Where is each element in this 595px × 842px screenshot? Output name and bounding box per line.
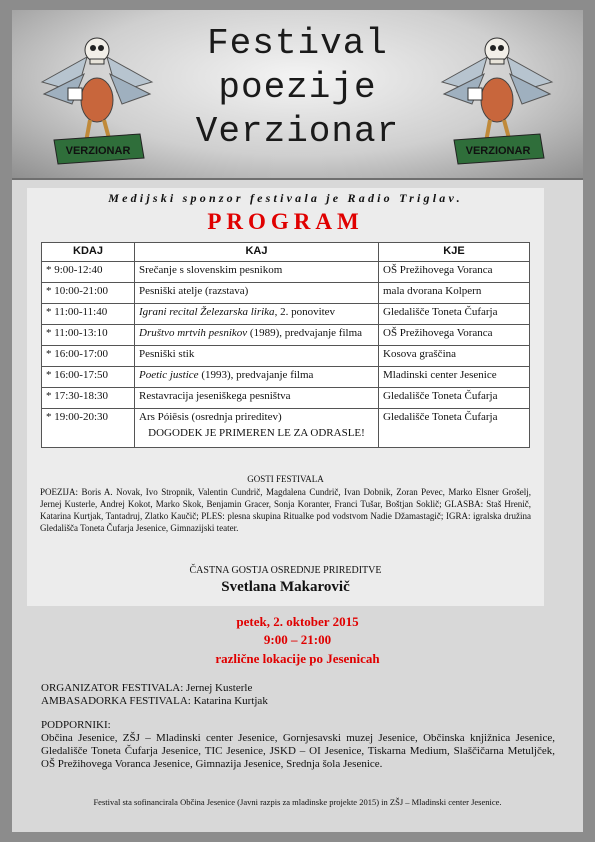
program-panel: [27, 188, 544, 606]
guests-list: POEZIJA: Boris A. Novak, Ivo Stropnik, Valentin Cundrič, Magdalena Cundrič, Ivan Dobnik, Zoran Pevec, Marko Elsner Grošelj, Jernej Kusterle, Andrej Kokot, Marko Skok, Benjamin Gracer, Sonja Koranter, Franci Tušar, Boštjan Soklič; GLASBA: Staš Hrenič, Katarina Kurtjak, Tantadruj, Zlatko Kaučič; PLES: plesna skupina Ritualke pod vodstvom Nadie Džamastagič; IGRA: igralska družina Gledališča Toneta Čufarja Jesenice, Gimnazijski teater.: [40, 487, 531, 533]
table-row: [42, 367, 530, 388]
mascot-sign-text: VERZIONAR: [65, 145, 131, 157]
event-location: Kosova graščina: [379, 346, 530, 367]
title-line-3: Verzionar: [195, 111, 400, 152]
event-time: * 16:00-17:50: [42, 367, 135, 388]
event-time: * 19:00-20:30: [42, 409, 135, 448]
column-header-where: KJE: [379, 243, 530, 262]
event-location: Gledališče Toneta Čufarja: [379, 409, 530, 448]
event-time: * 17:30-18:30: [42, 388, 135, 409]
table-row: [42, 283, 530, 304]
schedule-header-row: [42, 243, 530, 262]
event-location: Mladinski center Jesenice: [379, 367, 530, 388]
festival-title: [162, 22, 433, 154]
event-time: * 11:00-11:40: [42, 304, 135, 325]
event-time: * 10:00-21:00: [42, 283, 135, 304]
title-line-2: poezije: [218, 67, 377, 108]
table-row: [42, 409, 530, 448]
event-time: * 16:00-17:00: [42, 346, 135, 367]
column-header-what: KAJ: [135, 243, 379, 262]
funding-footer: Festival sta sofinancirala Občina Jesenice (Javni razpis za mladinske projekte 2015) in ZŠJ – Mladinski center Jesenice.: [93, 797, 502, 807]
program-heading: PROGRAM: [207, 209, 364, 234]
supporters-section: [41, 719, 555, 771]
event-time: * 11:00-13:10: [42, 325, 135, 346]
guests-heading: GOSTI FESTIVALA: [247, 474, 324, 484]
event-title: Pesniški stik: [135, 346, 379, 367]
event-title: Srečanje s slovenskim pesnikom: [135, 262, 379, 283]
event-title: Društvo mrtvih pesnikov (1989), predvajanje filma: [135, 325, 379, 346]
media-sponsor-line: Medijski sponzor festivala je Radio Triglav.: [108, 191, 463, 205]
supporters-heading: PODPORNIKI:: [41, 719, 111, 731]
supporters-list: Občina Jesenice, ZŠJ – Mladinski center Jesenice, Gornjesavski muzej Jesenice, Občinska knjižnica Jesenice, Gledališče Toneta Čufarja Jesenice, TIC Jesenice, JSKD – OI Jesenice, Tiskarna Medium, Slaščičarna Metuljček, OŠ Prežihovega Voranca Jesenice, Gimnazija Jesenice, Srednja šola Jesenice.: [41, 732, 555, 770]
event-time: * 9:00-12:40: [42, 262, 135, 283]
mascot-sign-text: VERZIONAR: [465, 145, 531, 157]
ambassador-line: AMBASADORKA FESTIVALA: Katarina Kurtjak: [41, 695, 268, 707]
event-hours: 9:00 – 21:00: [263, 632, 332, 647]
event-title: Restavracija jeseniškega pesništva: [135, 388, 379, 409]
schedule-table: [41, 242, 530, 448]
event-location: mala dvorana Kolpern: [379, 283, 530, 304]
honor-guest-label: ČASTNA GOSTJA OSREDNJE PRIREDITVE: [189, 565, 382, 576]
event-location: Gledališče Toneta Čufarja: [379, 388, 530, 409]
skeleton-bird-mascot-right: [432, 22, 562, 172]
event-date: petek, 2. oktober 2015: [236, 614, 359, 629]
organizer-line: ORGANIZATOR FESTIVALA: Jernej Kusterle: [41, 682, 253, 694]
table-row: [42, 346, 530, 367]
event-title: Ars Póiēsis (osrednja prireditev) DOGODEK JE PRIMEREN LE ZA ODRASLE!: [135, 409, 379, 448]
table-row: [42, 304, 530, 325]
table-row: [42, 388, 530, 409]
column-header-when: KDAJ: [42, 243, 135, 262]
event-title: Pesniški atelje (razstava): [135, 283, 379, 304]
event-location: OŠ Prežihovega Voranca: [379, 262, 530, 283]
event-location: Gledališče Toneta Čufarja: [379, 304, 530, 325]
adults-only-warning: DOGODEK JE PRIMEREN LE ZA ODRASLE!: [148, 427, 365, 439]
event-title: Igrani recital Železarska lirika, 2. ponovitev: [135, 304, 379, 325]
skeleton-bird-mascot-left: [32, 22, 162, 172]
event-location: OŠ Prežihovega Voranca: [379, 325, 530, 346]
table-row: [42, 262, 530, 283]
header-banner: [12, 10, 583, 180]
title-line-1: Festival: [207, 23, 388, 64]
table-row: [42, 325, 530, 346]
event-title: Poetic justice (1993), predvajanje filma: [135, 367, 379, 388]
event-place: različne lokacije po Jesenicah: [215, 651, 380, 666]
honor-guest-name: Svetlana Makarovič: [221, 579, 350, 595]
